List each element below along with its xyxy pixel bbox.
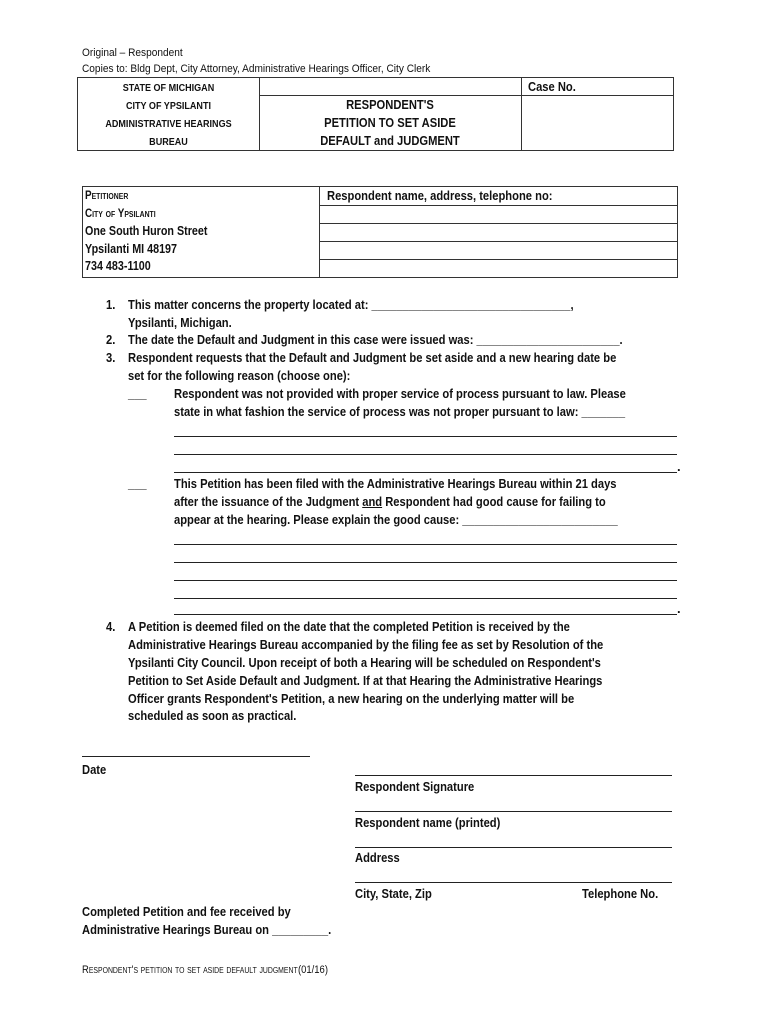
footer-title: Respondent's petition to set aside default judgment [82,964,298,976]
option-2-line-1: This Petition has been filed with the Administrative Hearings Bureau within 21 days [174,476,617,491]
item-4-line-2: Administrative Hearings Bureau accompanied by the filing fee as set by Resolution of the [128,637,604,652]
respondent-signature-line[interactable] [355,775,672,776]
city-state-zip-label: City, State, Zip [355,886,432,901]
title-line-2: PETITION TO SET ASIDE [324,115,456,130]
address-line[interactable] [355,847,672,848]
item-1-line-1: This matter concerns the property located at: ________________________________, [128,297,574,312]
item-4-line-1: A Petition is deemed filed on the date that the completed Petition is received by the [128,619,570,634]
copies-to: Copies to: Bldg Dept, City Attorney, Administrative Hearings Officer, City Clerk [82,63,431,75]
copy-note: Original – Respondent [82,47,183,59]
petitioner-block [85,188,227,276]
address-label: Address [355,850,400,865]
petitioner-address-1: One South Huron Street [85,224,208,238]
title-line-1: RESPONDENT'S [346,97,434,112]
option-2-checkbox[interactable]: ___ [128,476,147,491]
petitioner-phone: 734 483-1100 [85,259,151,273]
option-2-blank-line-5[interactable] [174,614,677,615]
respondent-box-label: Respondent name, address, telephone no: [327,188,553,203]
city-state-zip-line[interactable] [355,882,672,883]
item-2-number: 2. [106,332,116,347]
option-2-and: and [362,494,383,509]
option-2-blank-line-3[interactable] [174,580,677,581]
option-2-period: . [677,601,681,616]
option-2-blank-line-2[interactable] [174,562,677,563]
option-2-blank-line-4[interactable] [174,598,677,599]
agency-state: STATE OF MICHIGAN [122,82,215,94]
title-line-3: DEFAULT and JUDGMENT [320,133,460,148]
header-box [77,77,674,151]
telephone-label: Telephone No. [582,886,659,901]
party-box [82,186,678,278]
option-1-blank-line-3[interactable] [174,472,677,473]
option-1-line-1: Respondent was not provided with proper service of process pursuant to law. Please [174,386,626,401]
date-label: Date [82,762,107,777]
option-2-blank-line-1[interactable] [174,544,677,545]
item-3-line-2: set for the following reason (choose one): [128,368,351,383]
agency-bureau: BUREAU [149,136,188,148]
item-3-line-1: Respondent requests that the Default and Judgment be set aside and a new hearing date be [128,350,617,365]
completed-line-1: Completed Petition and fee received by [82,904,291,919]
option-2-line-3: appear at the hearing. Please explain the good cause: _________________________ [174,512,618,527]
item-4-line-4: Petition to Set Aside Default and Judgment. If at that Hearing the Administrative Hearings [128,673,603,688]
option-2-line-2 [174,493,606,511]
option-2-line-2-post: Respondent had good cause for failing to [382,494,606,509]
respondent-signature-label: Respondent Signature [355,779,475,794]
petitioner-address-2: Ypsilanti MI 48197 [85,241,178,256]
option-1-period: . [677,459,681,474]
item-4-number: 4. [106,619,116,634]
completed-line-2: Administrative Hearings Bureau on _________. [82,922,332,937]
petitioner-name: City of Ypsilanti [85,207,156,220]
footer [82,964,333,976]
footer-code: (01/16) [297,964,328,976]
option-1-checkbox[interactable]: ___ [128,386,147,401]
agency-hearings: ADMINISTRATIVE HEARINGS [105,118,232,130]
option-2-line-2-pre: after the issuance of the Judgment [174,494,363,509]
item-3-number: 3. [106,350,116,365]
respondent-name-label: Respondent name (printed) [355,815,501,830]
option-1-line-2: state in what fashion the service of process was not proper pursuant to law: _______ [174,404,626,419]
form-title [259,96,521,150]
petitioner-heading: Petitioner [85,190,129,202]
item-2-line: The date the Default and Judgment in this case were issued was: _______________________. [128,332,623,347]
option-1-blank-line-1[interactable] [174,436,677,437]
agency-block [78,79,259,151]
case-number-label: Case No. [528,79,576,94]
item-4-line-6: scheduled as soon as practical. [128,708,297,723]
respondent-name-line[interactable] [355,811,672,812]
option-1-blank-line-2[interactable] [174,454,677,455]
item-1-line-2: Ypsilanti, Michigan. [128,315,232,330]
item-1-number: 1. [106,297,116,312]
item-4-line-3: Ypsilanti City Council. Upon receipt of both a Hearing will be scheduled on Respondent's [128,655,601,670]
date-line[interactable] [82,756,310,757]
agency-city: CITY OF YPSILANTI [126,100,211,112]
item-4-line-5: Officer grants Respondent's Petition, a new hearing on the underlying matter will be [128,691,575,706]
